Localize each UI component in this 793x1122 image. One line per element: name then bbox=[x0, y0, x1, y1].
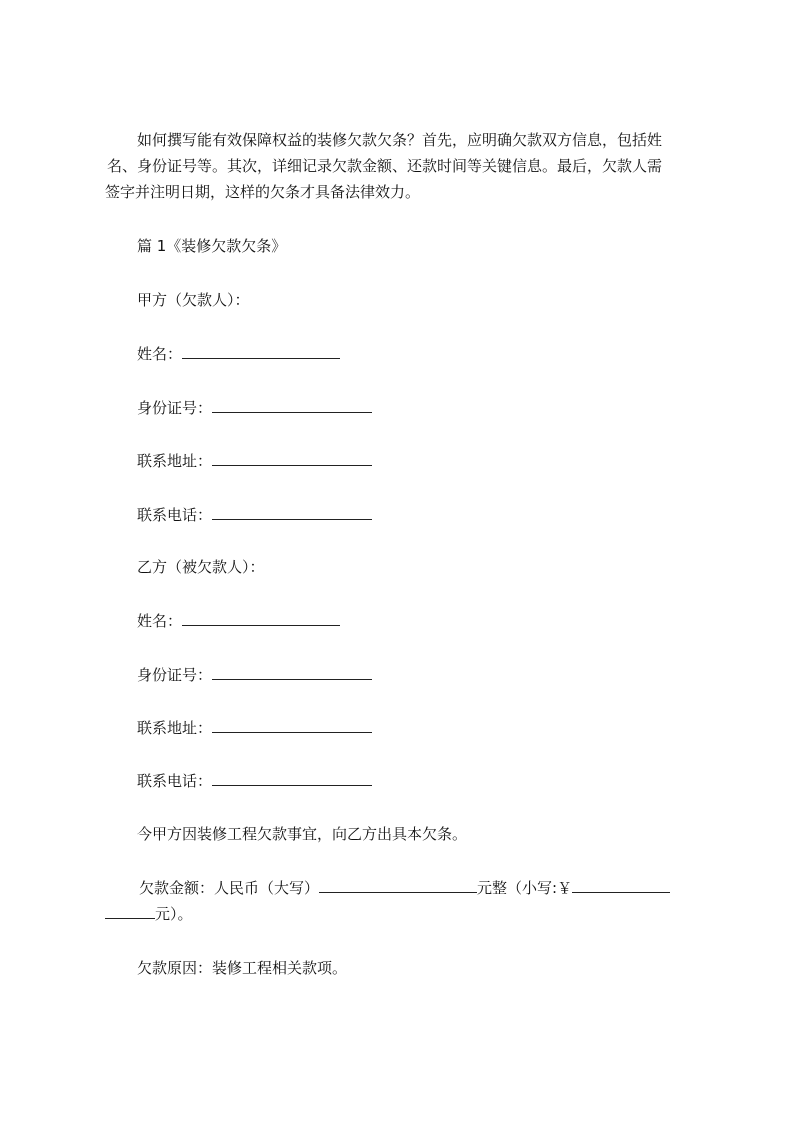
reason: 欠款原因：装修工程相关款项。 bbox=[137, 959, 348, 977]
amount-number-blank[interactable] bbox=[572, 874, 670, 893]
address-label: 联系地址： bbox=[137, 452, 213, 470]
amount-words-blank[interactable] bbox=[319, 874, 477, 893]
amount-line-1 bbox=[139, 874, 670, 900]
address-label: 联系地址： bbox=[137, 719, 213, 737]
phone-blank[interactable] bbox=[212, 767, 372, 786]
intro-line-3: 签字并注明日期，这样的欠条才具备法律效力。 bbox=[105, 183, 421, 201]
party-b-name-field[interactable] bbox=[137, 607, 340, 633]
name-label: 姓名： bbox=[137, 345, 183, 363]
amount-number-blank-cont[interactable] bbox=[105, 900, 155, 919]
intro-line-2: 名、身份证号等。其次，详细记录欠款金额、还款时间等关键信息。最后，欠款人需 bbox=[107, 157, 663, 175]
id-label: 身份证号： bbox=[137, 399, 213, 417]
phone-label: 联系电话： bbox=[137, 506, 213, 524]
party-b-id-field[interactable] bbox=[137, 661, 372, 687]
statement: 今甲方因装修工程欠款事宜，向乙方出具本欠条。 bbox=[137, 825, 468, 843]
id-label: 身份证号： bbox=[137, 666, 213, 684]
section-heading: 篇 1《装修欠款欠条》 bbox=[137, 237, 287, 255]
id-blank[interactable] bbox=[212, 394, 372, 413]
amount-mid: 元整（小写:￥ bbox=[477, 879, 573, 897]
phone-label: 联系电话： bbox=[137, 772, 213, 790]
address-blank[interactable] bbox=[212, 714, 372, 733]
amount-line-2 bbox=[105, 900, 193, 926]
name-blank[interactable] bbox=[182, 340, 340, 359]
amount-end: 元）。 bbox=[155, 905, 193, 923]
name-label: 姓名： bbox=[137, 612, 183, 630]
amount-label: 欠款金额：人民币（大写） bbox=[139, 879, 320, 897]
address-blank[interactable] bbox=[212, 447, 372, 466]
party-a-title: 甲方（欠款人）： bbox=[137, 291, 250, 309]
party-a-address-field[interactable] bbox=[137, 447, 372, 473]
id-blank[interactable] bbox=[212, 661, 372, 680]
party-b-title: 乙方（被欠款人）： bbox=[137, 558, 265, 576]
party-a-id-field[interactable] bbox=[137, 394, 372, 420]
phone-blank[interactable] bbox=[212, 501, 372, 520]
party-a-name-field[interactable] bbox=[137, 340, 340, 366]
intro-line-1: 如何撰写能有效保障权益的装修欠款欠条？首先，应明确欠款双方信息，包括姓 bbox=[137, 131, 663, 149]
party-a-phone-field[interactable] bbox=[137, 501, 372, 527]
party-b-phone-field[interactable] bbox=[137, 767, 372, 793]
party-b-address-field[interactable] bbox=[137, 714, 372, 740]
name-blank[interactable] bbox=[182, 607, 340, 626]
